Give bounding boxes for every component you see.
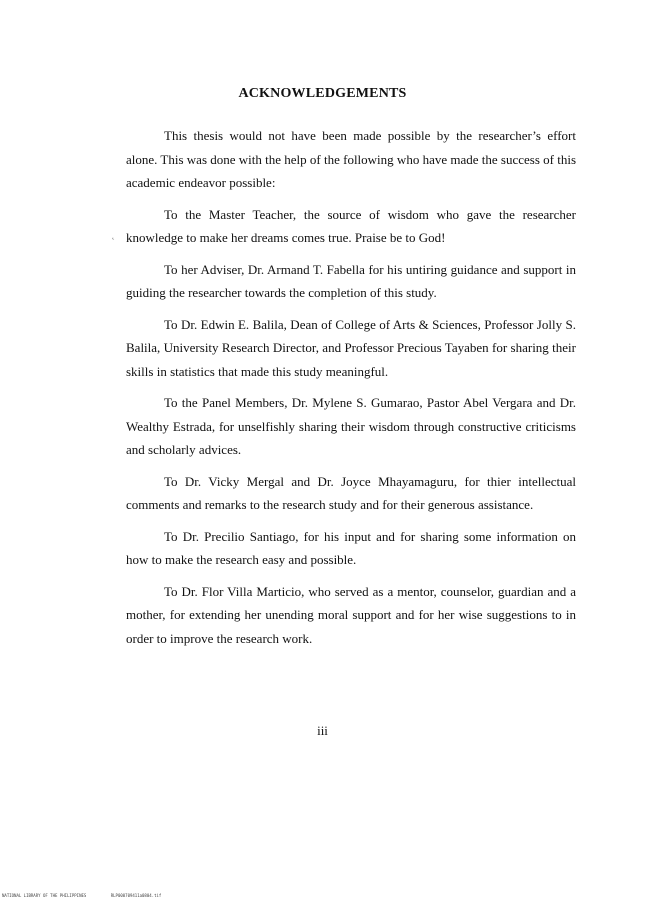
paragraph-santiago: To Dr. Precilio Santiago, for his input and for sharing some information on how to make the research easy and possible. [126, 528, 576, 567]
page-title: ACKNOWLEDGEMENTS [238, 86, 407, 101]
paragraph-master-teacher: To the Master Teacher, the source of wisdom who gave the researcher knowledge to make her dreams comes true. Praise be to God! [126, 206, 576, 245]
paragraph-mergal: To Dr. Vicky Mergal and Dr. Joyce Mhayamaguru, for thier intellectual comments and remarks to the research study and for their generous assistance. [126, 473, 576, 512]
paragraph-marticio: To Dr. Flor Villa Marticio, who served as a mentor, counselor, guardian and a mother, for extending her unending moral support and for her wise suggestions to in order to improve the research work. [126, 583, 576, 646]
page-number: iii [317, 723, 328, 738]
paragraph-panel: To the Panel Members, Dr. Mylene S. Gumarao, Pastor Abel Vergara and Dr. Wealthy Estrada, for unselfishly sharing their wisdom through constructive criticisms and scholarly advices. [126, 395, 576, 457]
footer-code: RLP000709411a0804.tif [110, 893, 162, 898]
scan-footer [2, 893, 183, 898]
scan-speck: ˛ [112, 231, 115, 240]
acknowledgement-body [126, 124, 576, 658]
paragraph-adviser: To her Adviser, Dr. Armand T. Fabella for his untiring guidance and support in guiding the researcher towards the completion of this study. [126, 261, 576, 300]
paragraph-dean: To Dr. Edwin E. Balila, Dean of College of Arts & Sciences, Professor Jolly S. Balila, University Research Director, and Professor Precious Tayaben for sharing their skills in statistics that made this study meaningful. [126, 316, 576, 379]
footer-library: NATIONAL LIBRARY OF THE PHILIPPINES [2, 893, 87, 898]
paragraph-intro: This thesis would not have been made possible by the researcher’s effort alone. This was done with the help of the following who have made the success of this academic endeavor possible: [126, 128, 576, 190]
